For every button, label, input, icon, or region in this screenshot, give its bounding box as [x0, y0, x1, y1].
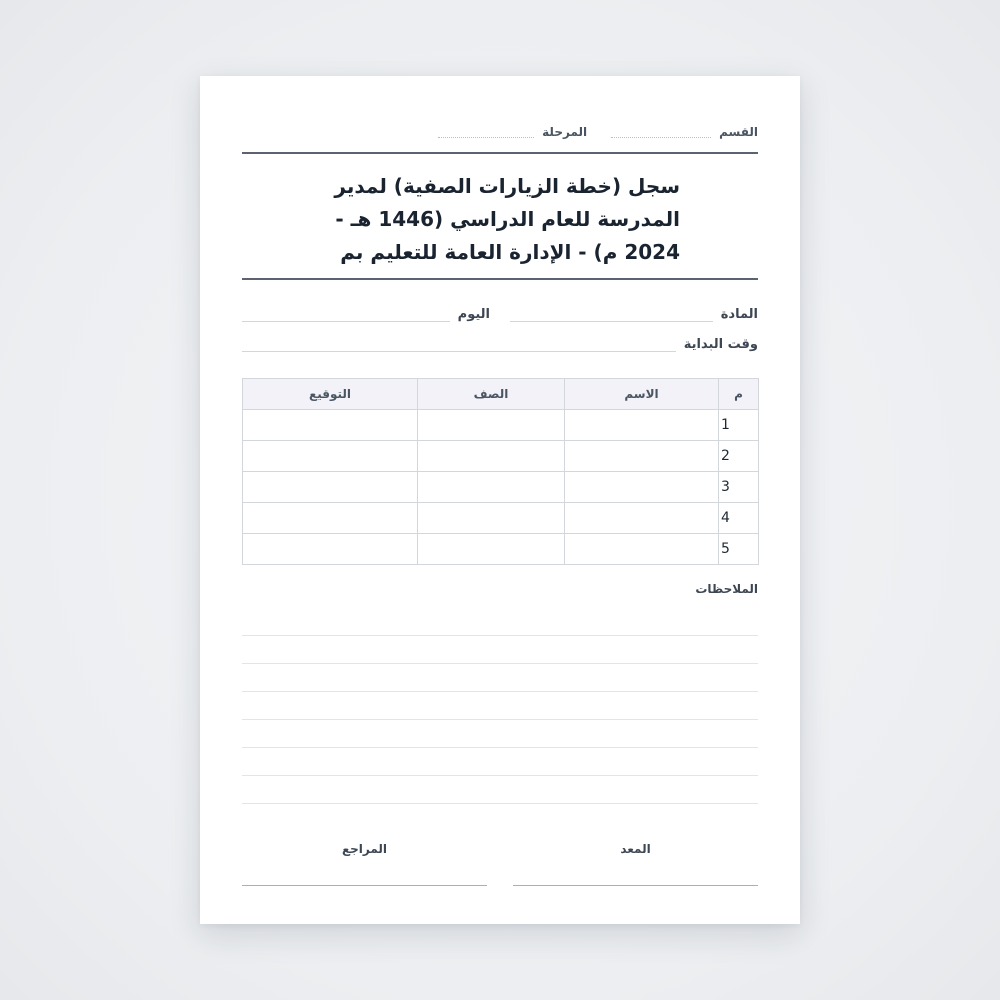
name-cell[interactable]: [565, 503, 719, 534]
row-number: 4: [719, 503, 759, 534]
note-line[interactable]: [242, 663, 758, 664]
column-header-name: الاسم: [565, 379, 719, 410]
signature-cell[interactable]: [243, 534, 418, 565]
form-row-start-time: [242, 334, 758, 354]
column-header-number: م: [719, 379, 759, 410]
reviewer-signature: [242, 842, 487, 886]
signature-cell[interactable]: [243, 410, 418, 441]
department-blank[interactable]: [611, 128, 711, 138]
note-line[interactable]: [242, 775, 758, 776]
class-cell[interactable]: [418, 534, 565, 565]
title-top-rule: [242, 152, 758, 154]
start-time-field: [242, 336, 758, 354]
class-cell[interactable]: [418, 441, 565, 472]
row-number: 3: [719, 472, 759, 503]
stage-label: المرحلة: [542, 125, 588, 139]
title-bottom-rule: [242, 278, 758, 280]
table-row: [243, 410, 759, 441]
form-row-subject-day: [242, 304, 758, 324]
subject-field: [510, 306, 758, 324]
preparer-signature-line[interactable]: [513, 885, 758, 886]
subject-blank[interactable]: [510, 312, 713, 322]
note-line[interactable]: [242, 719, 758, 720]
page-content: [242, 76, 758, 924]
department-label: القسم: [719, 125, 758, 139]
stage-blank[interactable]: [438, 128, 534, 138]
signature-cell[interactable]: [243, 441, 418, 472]
signature-cell[interactable]: [243, 472, 418, 503]
name-cell[interactable]: [565, 441, 719, 472]
note-line[interactable]: [242, 747, 758, 748]
notes-label: الملاحظات: [695, 582, 758, 596]
reviewer-signature-line[interactable]: [242, 885, 487, 886]
row-number: 5: [719, 534, 759, 565]
column-header-class: الصف: [418, 379, 565, 410]
preparer-signature: [513, 842, 758, 886]
start-time-label: وقت البداية: [683, 337, 758, 352]
row-number: 1: [719, 410, 759, 441]
name-cell[interactable]: [565, 410, 719, 441]
note-line[interactable]: [242, 635, 758, 636]
document-page: [200, 76, 800, 924]
visits-table: [242, 378, 759, 565]
document-title: سجل (خطة الزيارات الصفية) لمدير المدرسة للعام الدراسي (1446 هـ - 2024 م) - الإدارة العامة للتعليم بم: [334, 174, 680, 264]
day-blank[interactable]: [242, 312, 450, 322]
column-header-signature: التوقيع: [243, 379, 418, 410]
note-line[interactable]: [242, 803, 758, 804]
table-row: [243, 472, 759, 503]
class-cell[interactable]: [418, 472, 565, 503]
reviewer-label: المراجع: [341, 842, 388, 856]
stage-field: [438, 124, 587, 140]
subject-label: المادة: [720, 307, 758, 322]
department-field: [611, 124, 758, 140]
class-cell[interactable]: [418, 503, 565, 534]
name-cell[interactable]: [565, 534, 719, 565]
class-cell[interactable]: [418, 410, 565, 441]
header-meta-row: [242, 120, 758, 140]
day-label: اليوم: [457, 307, 490, 322]
table-row: [243, 503, 759, 534]
signature-cell[interactable]: [243, 503, 418, 534]
row-number: 2: [719, 441, 759, 472]
table-row: [243, 441, 759, 472]
start-time-blank[interactable]: [242, 342, 676, 352]
table-row: [243, 534, 759, 565]
day-field: [242, 306, 490, 324]
preparer-label: المعد: [620, 842, 651, 856]
note-line[interactable]: [242, 691, 758, 692]
table-header-row: [243, 379, 759, 410]
name-cell[interactable]: [565, 472, 719, 503]
